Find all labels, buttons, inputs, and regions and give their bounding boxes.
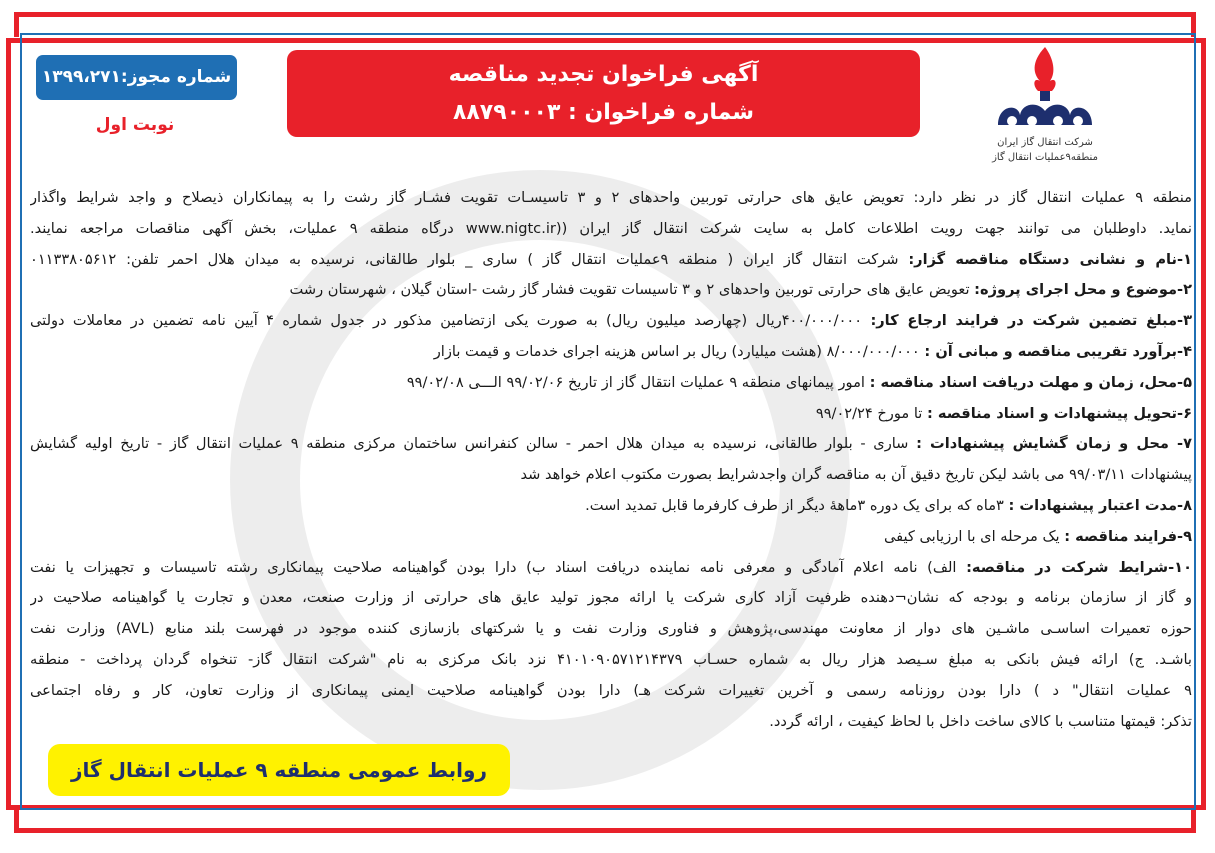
item-label: ۷- محل و زمان گشایش پیشنهادات : bbox=[916, 435, 1192, 453]
item-label: ۴-برآورد تقریبی مناقصه و مبانی آن : bbox=[924, 342, 1192, 360]
item-text: الف) نامه اعلام آمادگی و معرفی نامه نماینده دریافت اسناد ب) دارا بودن گواهینامه صلاحیت پیمانکاری رشته تاسیسات و تجهیزات یا نفت bbox=[30, 558, 967, 576]
item-10 bbox=[30, 553, 1192, 584]
item-text: ساری - بلوار طالقانی، نرسیده به میدان هلال احمر - سالن کنفرانس ساختمان مرکزی منطقه ۹ عملیات انتقال گاز - تاریخ اولیه گشایش bbox=[30, 435, 917, 453]
item-text: ۳ماه که برای یک دوره ۳ماههٔ دیگر از طرف کارفرما قابل تمدید است. bbox=[585, 496, 1009, 514]
item-1 bbox=[30, 245, 1192, 276]
title-banner bbox=[287, 50, 920, 137]
item-7 bbox=[30, 429, 1192, 460]
item-10-continued: ۹ عملیات انتقال" د ) دارا بودن روزنامه رسمی و آخرین تغییرات شرکت هـ) دارا بودن گواهینامه صلاحیت ایمنی پیمانکاری از وزارت تعاون، کار و رفاه اجتماعی bbox=[30, 681, 1192, 699]
intro-line: منطقه ۹ عملیات انتقال گاز در نظر دارد: تعویض عایق های حرارتی توربین واحدهای ۲ و ۳ تاسیسـات تقویت فشـار گاز رشت را به پیمانکاران ذیصلاح و واجد شرایط واگذار bbox=[30, 189, 1192, 206]
logo-company-name: شرکت انتقال گاز ایران bbox=[997, 137, 1093, 148]
item-text: تعویض عایق های حرارتی توربین واحدهای ۲ و ۳ تاسیسات تقویت فشار گاز رشت -استان گیلان ، شهرستان رشت bbox=[289, 281, 975, 299]
item-5 bbox=[30, 368, 1192, 399]
item-text: تا مورخ ۹۹/۰۲/۲۴ bbox=[815, 404, 927, 422]
item-10-continued: و گاز از سازمان برنامه و بودجه که نشان¬دهنده ظرفیت آزاد کاری شرکت یا ارائه مجوز تولید عایق های حرارتی از وزارت صنعت، معدن و تجارت یا گواهینامه صلاحیت در bbox=[30, 589, 1192, 607]
item-3 bbox=[30, 306, 1192, 337]
item-text: یک مرحله ای با ارزیابی کیفی bbox=[883, 527, 1065, 545]
item-label: ۹-فرایند مناقصه : bbox=[1064, 527, 1192, 545]
publication-round: نوبت اول bbox=[95, 115, 175, 135]
company-logo bbox=[985, 45, 1105, 165]
call-number: شماره فراخوان : ۸۸۷۹۰۰۰۳ bbox=[452, 100, 755, 125]
item-label: ۶-تحویل پیشنهادات و اسناد مناقصه : bbox=[927, 404, 1192, 422]
item-10-continued: باشـد. ج) ارائه فیش بانکی به مبلغ سـیصد هزار ریال به شماره حسـاب ۴۱۰۱۰۹۰۵۷۱۲۱۴۳۷۹ نزد بانک مرکزی به نام "شرکت انتقال گاز- تنخواه گردان پرداخت - منطقه bbox=[30, 650, 1192, 668]
tender-body bbox=[30, 183, 1192, 737]
item-label: ۱-نام و نشانی دستگاه مناقصه گزار: bbox=[908, 250, 1192, 268]
item-label: ۳-مبلغ تضمین شرکت در فرایند ارجاع کار: bbox=[870, 312, 1192, 330]
logo-region-name: منطقه۹عملیات انتقال گاز bbox=[992, 152, 1098, 163]
intro-line: نماید. داوطلبان می توانند جهت رویت اطلاعات کامل به سایت شرکت انتقال گاز ایران ((www.nigtc.ir درگاه منطقه ۹ عملیات، بخش آگهی مناقصات مراجعه نمایند. bbox=[30, 219, 1192, 237]
gas-flame-logo-icon bbox=[990, 45, 1100, 135]
item-text: امور پیمانهای منطقه ۹ عملیات انتقال گاز از تاریخ ۹۹/۰۲/۰۶ الـــی ۹۹/۰۲/۰۸ bbox=[406, 373, 870, 391]
item-label: ۱۰-شرایط شرکت در مناقصه: bbox=[966, 558, 1192, 576]
item-8 bbox=[30, 491, 1192, 522]
page-title: آگهی فراخوان تجدید مناقصه bbox=[448, 62, 759, 87]
item-label: ۲-موضوع و محل اجرای پروژه: bbox=[974, 281, 1192, 299]
item-6 bbox=[30, 399, 1192, 430]
item-label: ۵-محل، زمان و مهلت دریافت اسناد مناقصه : bbox=[869, 373, 1192, 391]
item-text: ۸/۰۰۰/۰۰۰/۰۰۰ (هشت میلیارد) ریال بر اساس هزینه اجرای خدمات و قیمت بازار bbox=[433, 342, 925, 360]
item-9 bbox=[30, 522, 1192, 553]
note: تذکر: قیمتها متناسب با کالای ساخت داخل با لحاظ کیفیت ، ارائه گردد. bbox=[769, 712, 1192, 730]
permit-number-badge: شماره مجوز:۱۳۹۹،۲۷۱ bbox=[36, 55, 237, 100]
public-relations-signature: روابط عمومی منطقه ۹ عملیات انتقال گاز bbox=[48, 744, 510, 796]
item-text: ۴۰۰/۰۰۰/۰۰۰ریال (چهارصد میلیون ریال) به صورت یکی ازتضامین مذکور در جدول شماره ۴ آیین نامه تضمین در معاملات دولتی bbox=[30, 312, 871, 330]
border-frame-bottom bbox=[14, 808, 1196, 833]
item-2 bbox=[30, 275, 1192, 306]
item-4 bbox=[30, 337, 1192, 368]
item-10-continued: حوزه تعمیرات اساسـی ماشـین های دوار از معاونت مهندسی،پژوهش و فناوری وزارت نفت و یا شرکتهای بازسازی کننده موجود در فهرست بلند منابع (AVL) وزارت نفت bbox=[30, 620, 1192, 638]
item-label: ۸-مدت اعتبار پیشنهادات : bbox=[1008, 496, 1192, 514]
item-7-continued: پیشنهادات ۹۹/۰۳/۱۱ می باشد لیکن تاریخ دقیق آن به مناقصه گران واجدشرایط بصورت مکتوب اعلام خواهد شد bbox=[520, 466, 1192, 484]
item-text: شرکت انتقال گاز ایران ( منطقه ۹عملیات انتقال گاز ) ساری _ بلوار طالقانی، نرسیده به میدان هلال احمر تلفن: ۰۱۱۳۳۸۰۵۶۱۲ bbox=[30, 250, 909, 268]
